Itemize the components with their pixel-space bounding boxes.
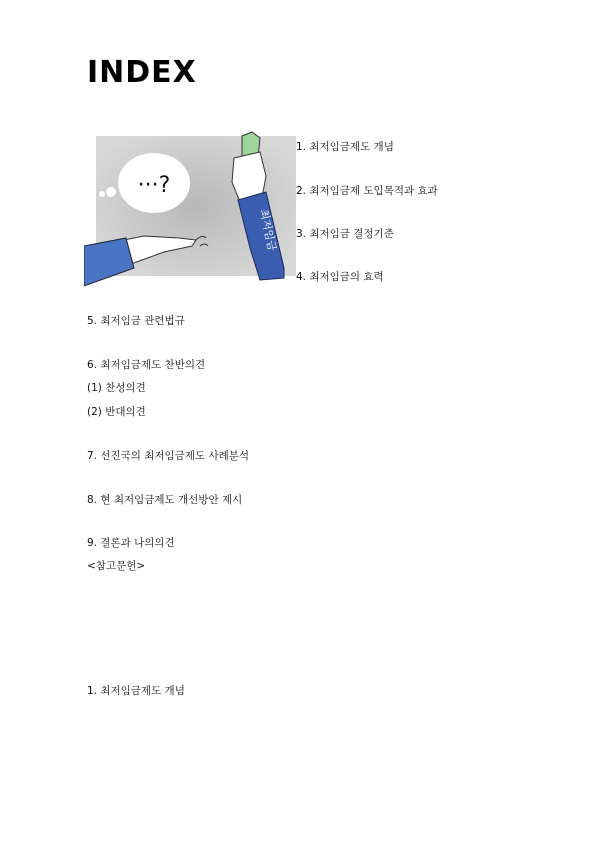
toc-item-4: 4. 최저임금의 효력 bbox=[296, 271, 384, 283]
toc-item-6: 6. 최저임금제도 찬반의견 bbox=[87, 359, 206, 371]
toc-item-8: 8. 현 최저임금제도 개선방안 제시 bbox=[87, 494, 243, 506]
toc-item-7: 7. 선진국의 최저임금제도 사례분석 bbox=[87, 450, 250, 462]
thought-dot-small bbox=[99, 191, 105, 197]
left-sleeve-shape bbox=[84, 238, 134, 286]
toc-item-2: 2. 최저임금제 도입목적과 효과 bbox=[296, 185, 438, 197]
toc-item-6-2: (2) 반대의견 bbox=[87, 406, 146, 418]
section-heading: 1. 최저임금제도 개념 bbox=[87, 685, 185, 697]
minimum-wage-illustration bbox=[84, 128, 304, 288]
question-mark-text: ···? bbox=[137, 173, 171, 198]
toc-item-6-1: (1) 찬성의견 bbox=[87, 382, 146, 394]
toc-item-9: 9. 결론과 나의의견 bbox=[87, 537, 175, 549]
toc-item-5: 5. 최저임금 관련법규 bbox=[87, 315, 185, 327]
thought-dot-medium bbox=[106, 187, 116, 197]
page-title: INDEX bbox=[87, 55, 197, 90]
toc-item-3: 3. 최저임금 결정기준 bbox=[296, 228, 394, 240]
sleeve-label: 최저임금 bbox=[257, 207, 279, 253]
toc-references: <참고문헌> bbox=[87, 560, 146, 572]
toc-item-1: 1. 최저임금제도 개념 bbox=[296, 141, 394, 153]
